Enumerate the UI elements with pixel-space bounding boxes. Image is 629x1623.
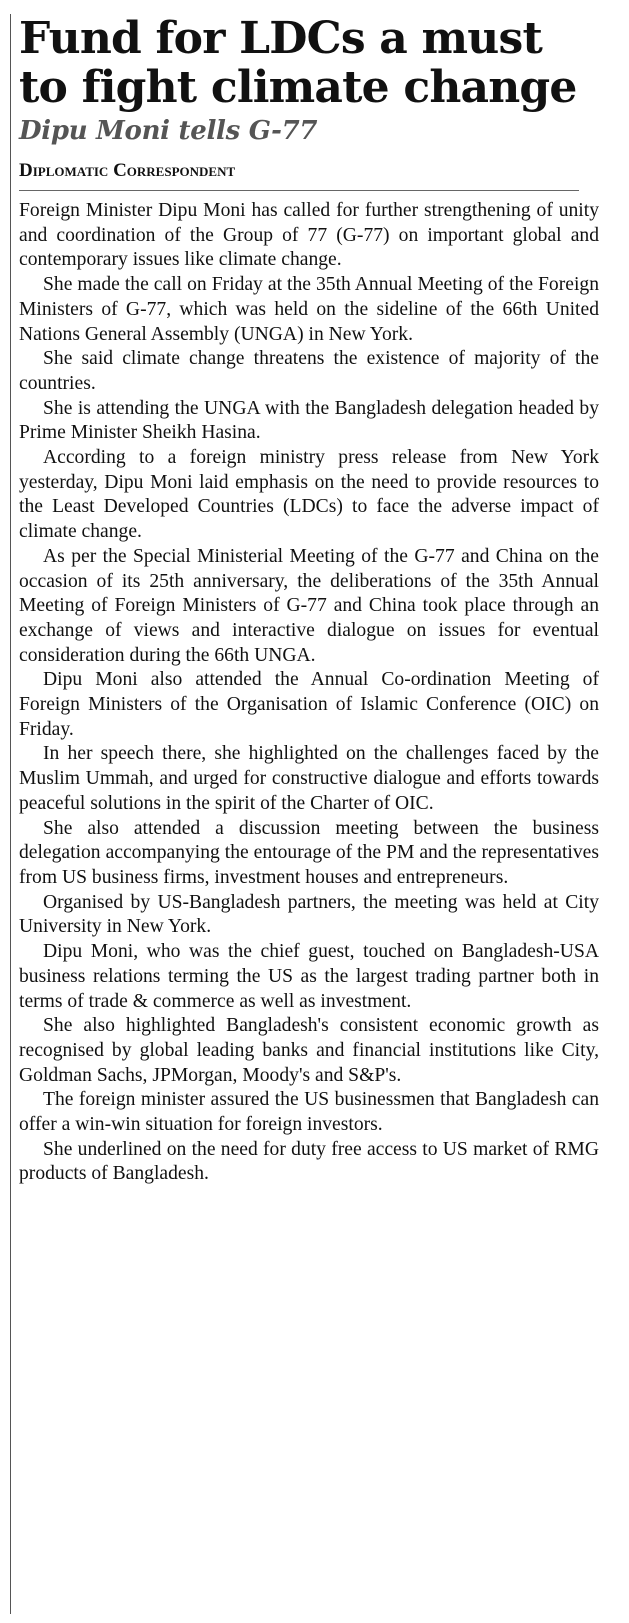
headline-line-2: to fight climate change — [19, 62, 577, 113]
paragraph: She made the call on Friday at the 35th Annual Meeting of the Foreign Ministers of G-77, which was held on the sideline of the 66th United Nations General Assembly (UNGA) in New York. — [19, 274, 599, 345]
paragraph: She also attended a discussion meeting between the business delegation accompanying the entourage of the PM and the representatives from US business firms, investment houses and entrepreneurs. — [19, 817, 599, 888]
byline: Diplomatic Correspondent — [19, 160, 236, 181]
column-rule — [10, 14, 11, 1614]
subheadline: Dipu Moni tells G-77 — [19, 116, 318, 146]
article-body — [19, 199, 599, 1187]
headline — [19, 14, 599, 112]
paragraph: According to a foreign ministry press release from New York yesterday, Dipu Moni laid emphasis on the need to provide resources to the Least Developed Countries (LDCs) to face the adverse impact of climate change. — [19, 447, 599, 543]
paragraph: The foreign minister assured the US businessmen that Bangladesh can offer a win-win situation for foreign investors. — [19, 1089, 599, 1136]
paragraph: She is attending the UNGA with the Bangladesh delegation headed by Prime Minister Sheikh Hasina. — [19, 397, 599, 444]
paragraph: She also highlighted Bangladesh's consistent economic growth as recognised by global leading banks and financial institutions like City, Goldman Sachs, JPMorgan, Moody's and S&P's. — [19, 1015, 599, 1086]
paragraph: She underlined on the need for duty free access to US market of RMG products of Bangladesh. — [19, 1138, 599, 1185]
byline-divider — [19, 190, 579, 191]
headline-line-1: Fund for LDCs a must — [19, 13, 542, 64]
paragraph: In her speech there, she highlighted on the challenges faced by the Muslim Ummah, and urged for constructive dialogue and efforts towards peaceful solutions in the spirit of the Charter of OIC. — [19, 743, 599, 814]
paragraph: Dipu Moni, who was the chief guest, touched on Bangladesh-USA business relations terming the US as the largest trading partner both in terms of trade & commerce as well as investment. — [19, 941, 599, 1012]
paragraph: Dipu Moni also attended the Annual Co-ordination Meeting of Foreign Ministers of the Organisation of Islamic Conference (OIC) on Friday. — [19, 669, 599, 740]
paragraph: As per the Special Ministerial Meeting of the G-77 and China on the occasion of its 25th anniversary, the deliberations of the 35th Annual Meeting of Foreign Ministers of G-77 and China took place through an exchange of views and interactive dialogue on issues for eventual consideration during the 66th UNGA. — [19, 545, 599, 666]
paragraph: Organised by US-Bangladesh partners, the meeting was held at City University in New York. — [19, 891, 599, 938]
paragraph: Foreign Minister Dipu Moni has called for further strengthening of unity and coordination of the Group of 77 (G-77) on important global and contemporary issues like climate change. — [19, 200, 599, 271]
paragraph: She said climate change threatens the existence of majority of the countries. — [19, 348, 599, 394]
